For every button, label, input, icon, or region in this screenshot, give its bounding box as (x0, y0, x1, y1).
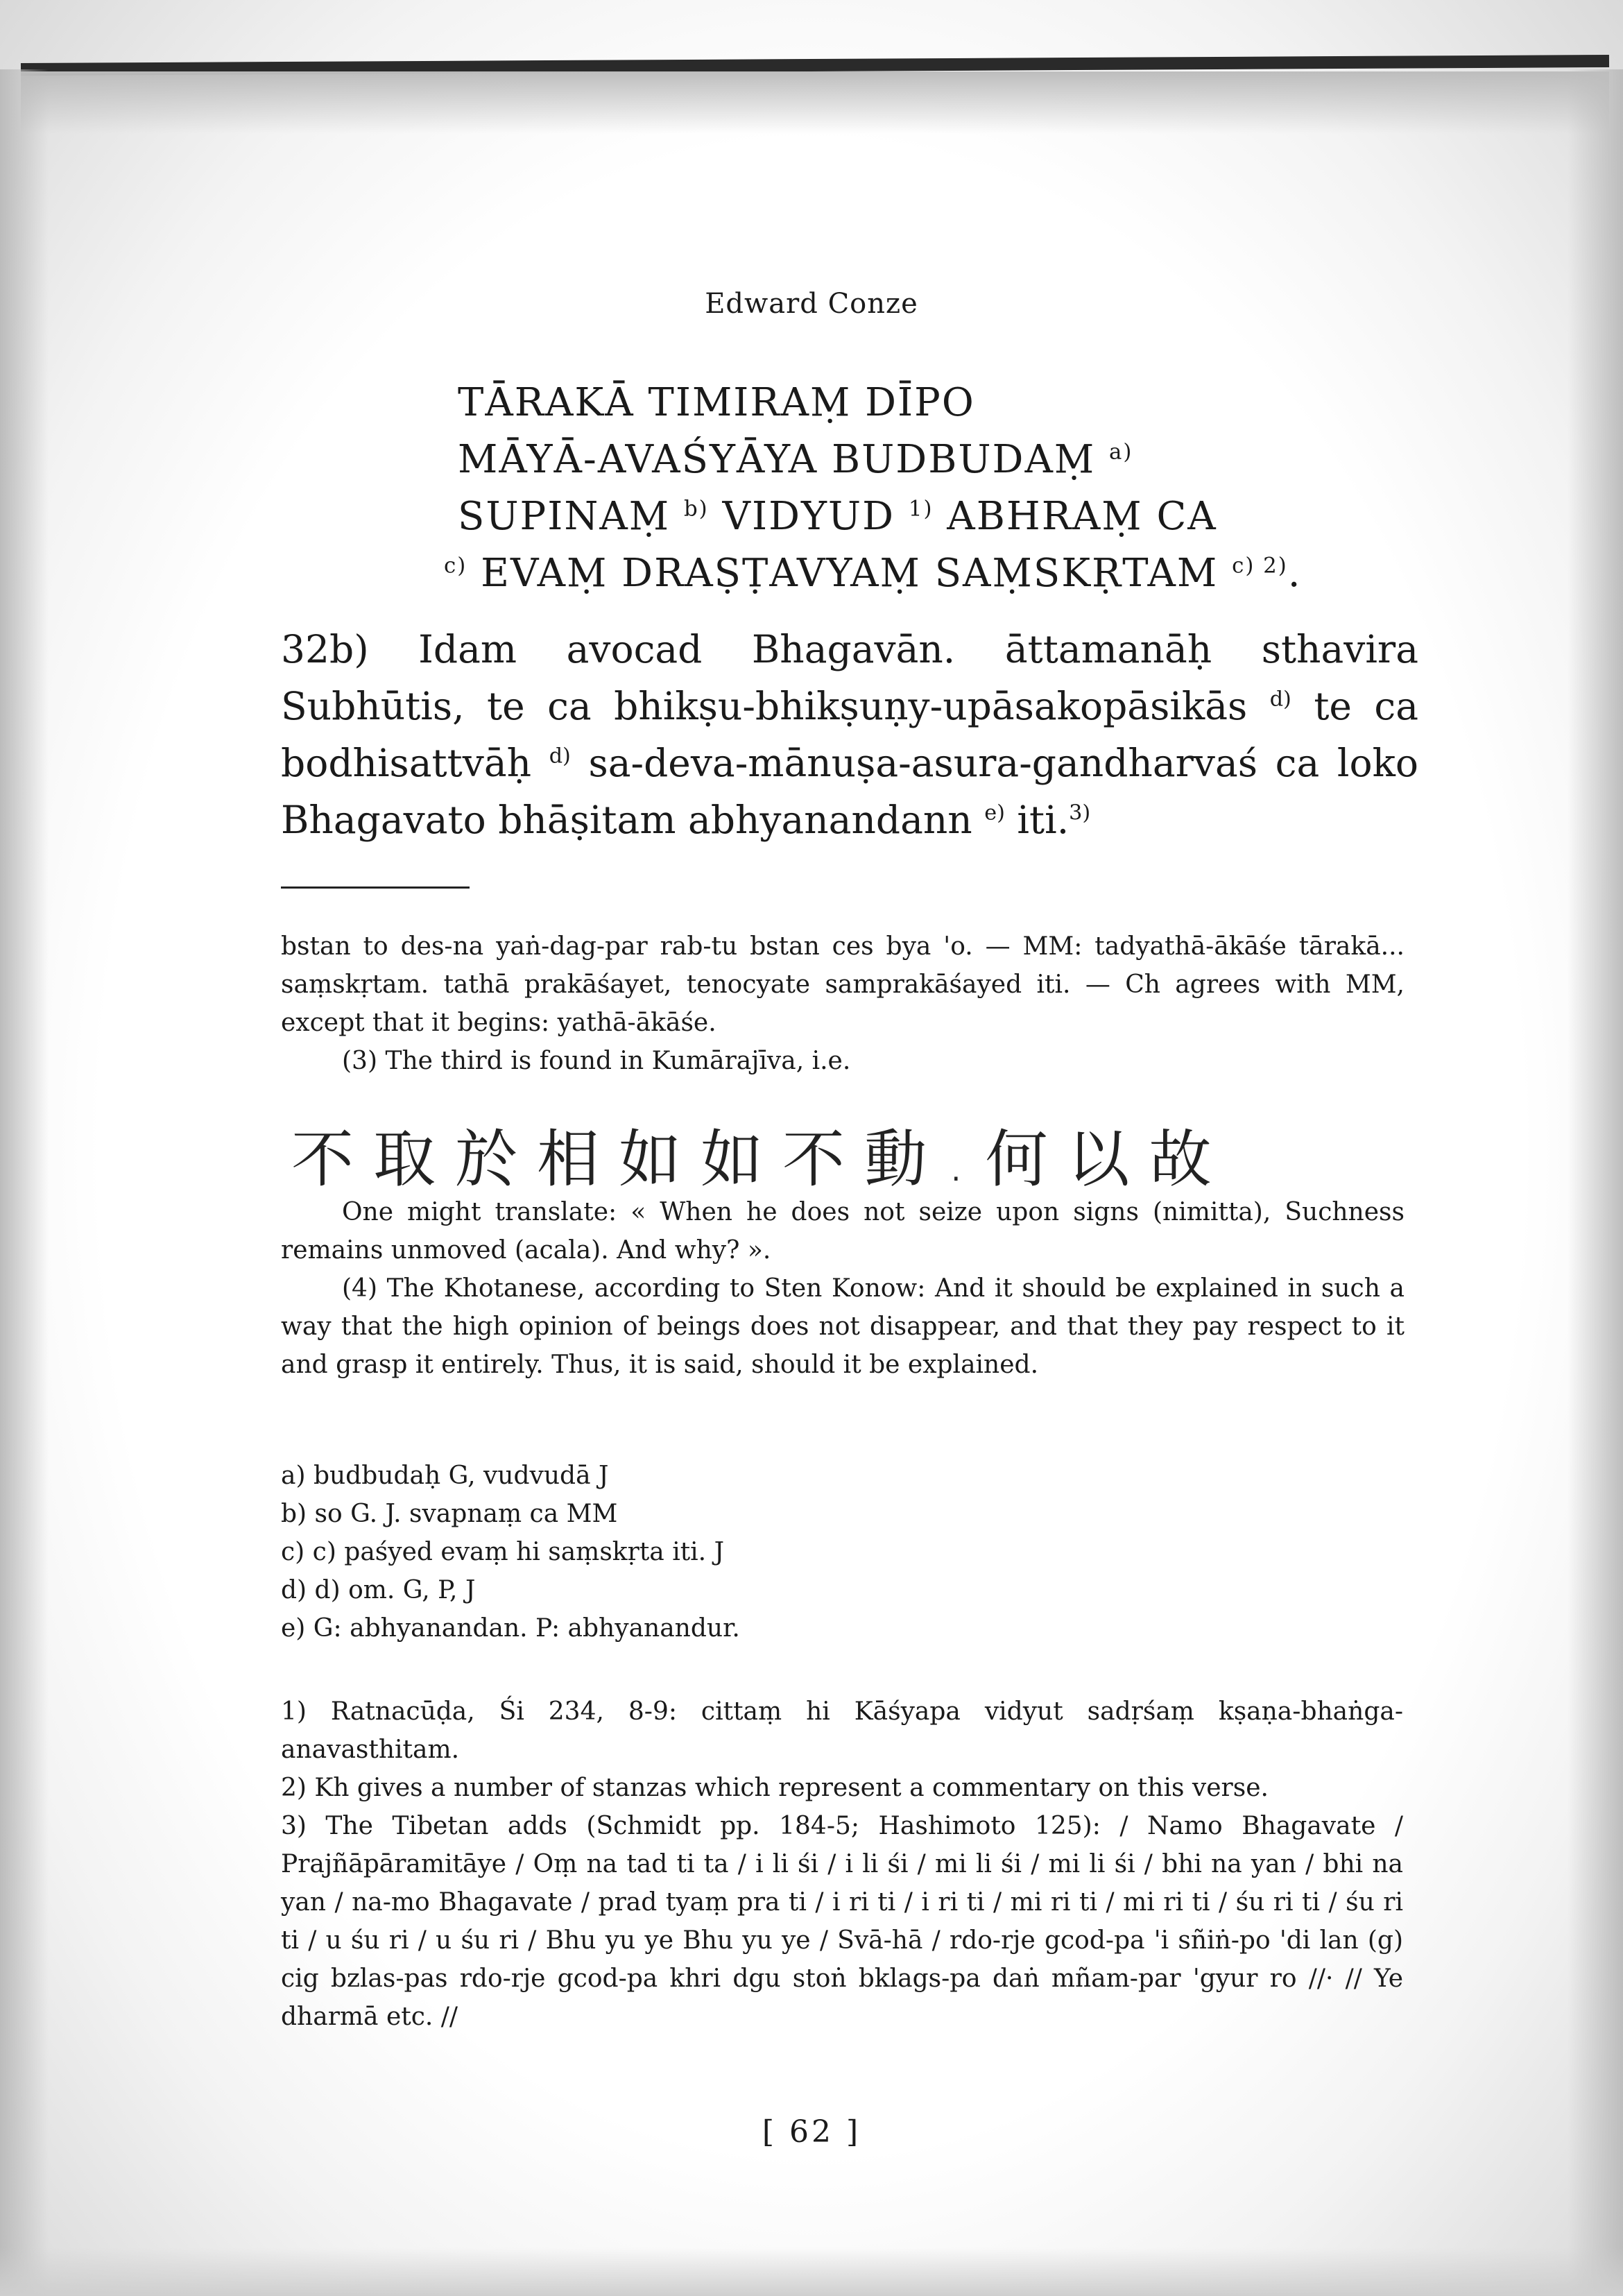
footnote-marker: c) 2) (1232, 553, 1288, 579)
running-head-author: Edward Conze (705, 288, 918, 320)
note-3: (3) The third is found in Kumārajīva, i.e. (342, 1047, 851, 1075)
footnote-2: 2) Kh gives a number of stanzas which represent a commentary on this verse. (281, 1774, 1269, 1802)
footnote-3: 3) The Tibetan adds (Schmidt pp. 184-5; Hashimoto 125): / Namo Bhagavate / Prajñāpāramitāye / Oṃ na tad ti ta / i li śi / i li śi / mi li śi / mi li śi / bhi na yan / bhi na yan / na-mo Bhagavate / prad tyaṃ pra ti / i ri ti / i ri ti / mi ri ti / mi ri ti / śu ri ti / śu ri ti / u śu ri / u śu ri / Bhu yu ye Bhu yu ye / Svā-hā / rdo-rje gcod-pa 'i sñiṅ-po 'di lan (g) cig bzlas-pas rdo-rje gcod-pa khri dgu stoṅ bklags-pa daṅ mñam-par 'gyur ro //· // Ye dharmā etc. // (281, 1812, 1403, 2031)
note-2-continuation: bstan to des-na yaṅ-dag-par rab-tu bstan ces bya 'o. — MM: tadyathā-ākāśe tārakā... saṃskṛtam. tathā prakāśayet, tenocyate samprakāśayed iti. — Ch agrees with MM, except that it begins: yathā-ākāśe. (281, 932, 1405, 1037)
variant-b: b) so G. J. svapnaṃ ca MM (281, 1500, 618, 1528)
footnotes (281, 1693, 1403, 2036)
scan-right-shadow (1568, 69, 1623, 2296)
note-4: (4) The Khotanese, according to Sten Konow: And it should be explained in such a way that the high opinion of beings does not disappear, and that they pay respect to it and grasp it entirely. Thus, it is said, should it be explained. (281, 1274, 1405, 1379)
notes-block-bottom (281, 1193, 1405, 1384)
verse-line-3: SUPINAṂ $^{b)}$ VIDYUD $^{1)}$ ABHRAṂ CA (458, 494, 1217, 539)
page-number: [ 62 ] (762, 2114, 861, 2150)
variant-c: c) c) paśyed evaṃ hi saṃskṛta iti. J (281, 1538, 724, 1566)
notes-block-top (281, 927, 1405, 1080)
sanskrit-verse (444, 375, 1429, 602)
footnote-marker: b) (683, 496, 709, 522)
scan-top-shadow (21, 71, 1609, 134)
notes-divider (281, 886, 470, 889)
main-paragraph: 32b) Idam avocad Bhagavān. āttamanāḥ sthavira Subhūtis, te ca bhikṣu-bhikṣuṇy-upāsakopāsikās $^{d)}$ te ca bodhisattvāḥ $^{d)}$ sa-deva-mānuṣa-asura-gandharvaś ca loko Bhagavato bhāṣitam abhyanandann $^{e)}$ iti.$^{3)}$ (281, 627, 1419, 842)
footnote-marker: d) (549, 744, 571, 769)
scan-left-shadow (0, 69, 49, 2296)
footnote-marker: d) (1269, 687, 1291, 712)
variant-a: a) budbudaḥ G, vudvudā J (281, 1462, 609, 1490)
scan-bottom-shadow (0, 2247, 1623, 2296)
footnote-marker: c) (444, 553, 467, 579)
variant-e: e) G: abhyanandan. P: abhyanandur. (281, 1614, 740, 1643)
variant-readings (281, 1457, 1391, 1647)
footnote-marker: 3) (1069, 800, 1091, 825)
footnote-marker: 1) (908, 496, 934, 522)
verse-line-2: MĀYĀ-AVAŚYĀYA BUDBUDAṂ $^{a)}$ (458, 437, 1133, 482)
footnote-1: 1) Ratnacūḍa, Śi 234, 8-9: cittaṃ hi Kāśyapa vidyut sadṛśaṃ kṣaṇa-bhaṅga-anavasthitam. (281, 1697, 1403, 1764)
verse-line-1: TĀRAKĀ TIMIRAṂ DĪPO (458, 380, 975, 425)
verse-line-4: $^{c)}$ EVAṂ DRAṢṬAVYAṂ SAṂSKṚTAM $^{c) 2)}$. (444, 551, 1302, 596)
chinese-quotation: 不取於相如如不動.何以故 (291, 1123, 1231, 1196)
note-3-translation: One might translate: « When he does not seize upon signs (nimitta), Suchness remains unmoved (acala). And why? ». (281, 1198, 1405, 1265)
variant-d: d) d) om. G, P, J (281, 1576, 476, 1604)
footnote-marker: e) (984, 800, 1005, 825)
footnote-marker: a) (1109, 439, 1133, 465)
